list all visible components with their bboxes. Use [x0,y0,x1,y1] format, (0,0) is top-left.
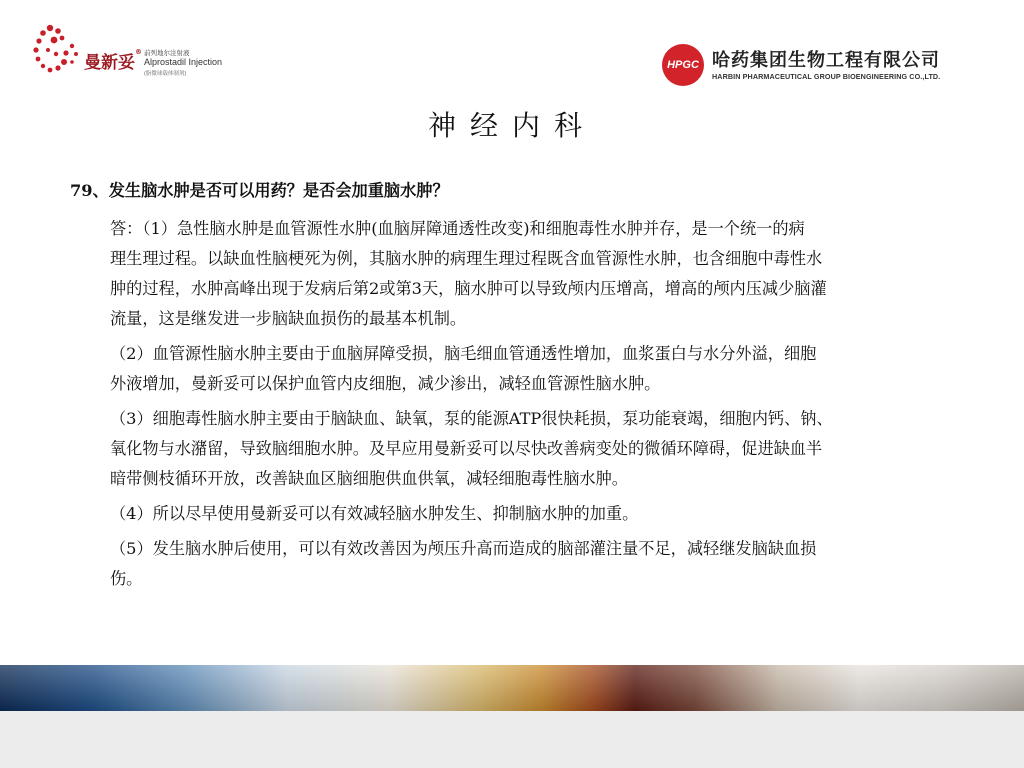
text-line: （5）发生脑水肿后使用，可以有效改善因为颅压升高而造成的脑部灌注量不足，减轻继发脑缺血损 [110,539,817,558]
text-line: （4）所以尽早使用曼新妥可以有效减轻脑水肿发生、抑制脑水肿的加重。 [110,504,639,523]
hpgc-badge-icon: HPGC [662,44,704,86]
question-heading: 79、发生脑水肿是否可以用药？是否会加重脑水肿？ [70,181,449,200]
text-line: 氧化物与水潴留，导致脑细胞水肿。及早应用曼新妥可以尽快改善病变处的微循环障碍，促进缺血半 [110,439,823,458]
answer-paragraph-3 [110,404,990,494]
company-logo [662,44,992,90]
text-line: 肿的过程，水肿高峰出现于发病后第2或第3天，脑水肿可以导致颅内压增高，增高的颅内压减少脑灌 [110,279,827,298]
text-line: 暗带侧枝循环开放，改善缺血区脑细胞供血供氧，减轻细胞毒性脑水肿。 [110,469,628,488]
text-line: （2）血管源性脑水肿主要由于血脑屏障受损，脑毛细血管通透性增加，血浆蛋白与水分外溢，细胞 [110,344,817,363]
brand-formulation: (脂微球载体制剂) [144,71,187,77]
brand-generic-cn: 前列地尔注射液 [144,50,190,57]
brand-logo [28,22,228,86]
company-name-en: HARBIN PHARMACEUTICAL GROUP BIOENGINEERING CO.,LTD. [712,72,941,81]
text-line: 流量，这是继发进一步脑缺血损伤的最基本机制。 [110,309,467,328]
text-line: （3）细胞毒性脑水肿主要由于脑缺血、缺氧，泵的能源ATP很快耗损，泵功能衰竭，细胞内钙、钠、 [110,409,833,428]
dots-logo-icon [28,22,88,86]
qa-content [70,176,990,599]
text-line: 伤。 [110,569,143,588]
brand-name: 曼新妥® [84,48,142,73]
text-line: 外液增加，曼新妥可以保护血管内皮细胞，减少渗出，减轻血管源性脑水肿。 [110,374,661,393]
answer-paragraph-1 [110,214,990,334]
footer-strip [0,711,1024,768]
brand-generic-en: Alprostadil Injection [144,57,223,67]
answer-paragraph-2 [110,339,990,399]
page-title: 神经内科 [427,109,596,142]
answer-paragraph-5 [110,534,990,594]
answer-paragraph-4 [110,499,990,529]
text-line: 答：（1）急性脑水肿是血管源性水肿(血脑屏障通透性改变)和细胞毒性水肿并存，是一个统一的病 [110,219,805,238]
footer-decorative-band [0,665,1024,711]
company-name-cn: 哈药集团生物工程有限公司 [712,50,940,71]
text-line: 理生理过程。以缺血性脑梗死为例，其脑水肿的病理生理过程既含血管源性水肿，也含细胞中毒性水 [110,249,823,268]
